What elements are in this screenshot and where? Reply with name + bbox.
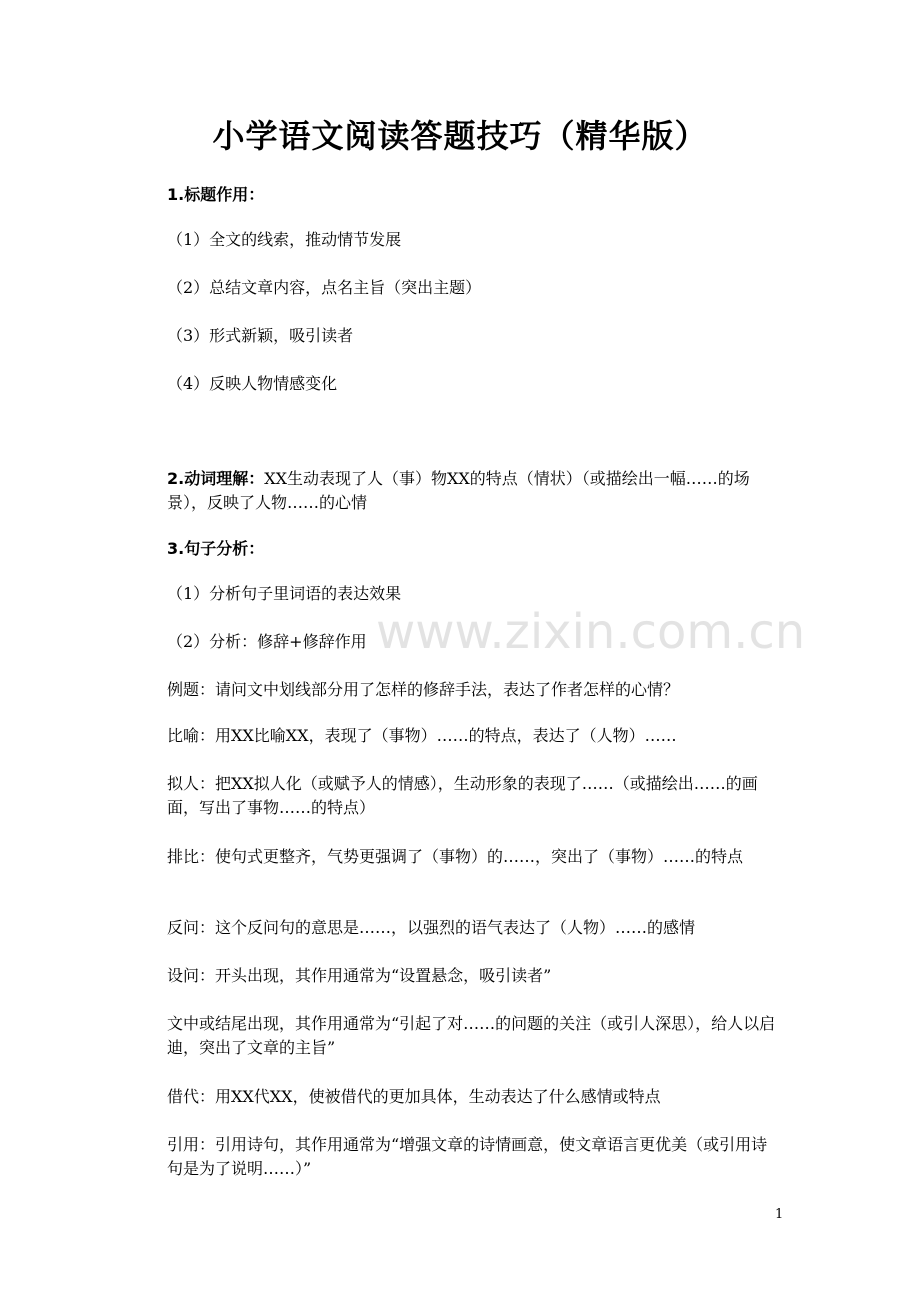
section-paragraph-2 <box>167 467 781 515</box>
watermark: www.zixin.com.cn <box>376 604 806 660</box>
list-item: （4）反映人物情感变化 <box>167 374 338 393</box>
rhetoric-parallelism: 排比：使句式更整齐，气势更强调了（事物）的……，突出了（事物）……的特点 <box>167 847 744 866</box>
list-item: （1）全文的线索，推动情节发展 <box>167 230 402 249</box>
list-item: （1）分析句子里词语的表达效果 <box>167 584 402 603</box>
list-item: （2）分析：修辞+修辞作用 <box>167 632 367 651</box>
rhetoric-self-question: 设问：开头出现，其作用通常为“设置悬念，吸引读者” <box>167 966 552 985</box>
section-heading-2: 2.动词理解： <box>167 469 265 488</box>
page-number: 1 <box>775 1207 784 1222</box>
page-title: 小学语文阅读答题技巧（精华版） <box>212 117 708 155</box>
rhetoric-personification: 拟人：把XX拟人化（或赋予人的情感），生动形象的表现了……（或描绘出……的画面，写出了事物……的特点） <box>167 774 758 817</box>
rhetoric-self-question-cont: 文中或结尾出现，其作用通常为“引起了对……的问题的关注（或引人深思），给人以启迪，突出了文章的主旨” <box>167 1014 776 1057</box>
list-item: （3）形式新颖，吸引读者 <box>167 326 354 345</box>
section-text-2: XX生动表现了人（事）物XX的特点（情状）（或描绘出一幅……的场景），反映了人物……的心情 <box>167 469 750 512</box>
section-heading-1: 1.标题作用： <box>167 185 265 204</box>
rhetoric-metaphor: 比喻：用XX比喻XX，表现了（事物）……的特点，表达了（人物）…… <box>167 726 677 745</box>
list-item: （2）总结文章内容，点名主旨（突出主题） <box>167 278 482 297</box>
rhetoric-metonymy: 借代：用XX代XX，使被借代的更加具体，生动表达了什么感情或特点 <box>167 1087 661 1106</box>
rhetoric-rhetorical-question: 反问：这个反问句的意思是……，以强烈的语气表达了（人物）……的感情 <box>167 918 696 937</box>
section-heading-3: 3.句子分析： <box>167 539 265 558</box>
example-question: 例题：请问文中划线部分用了怎样的修辞手法，表达了作者怎样的心情？ <box>167 680 680 699</box>
rhetoric-quotation: 引用：引用诗句，其作用通常为“增强文章的诗情画意，使文章语言更优美（或引用诗句是为了说明……）” <box>167 1135 768 1178</box>
